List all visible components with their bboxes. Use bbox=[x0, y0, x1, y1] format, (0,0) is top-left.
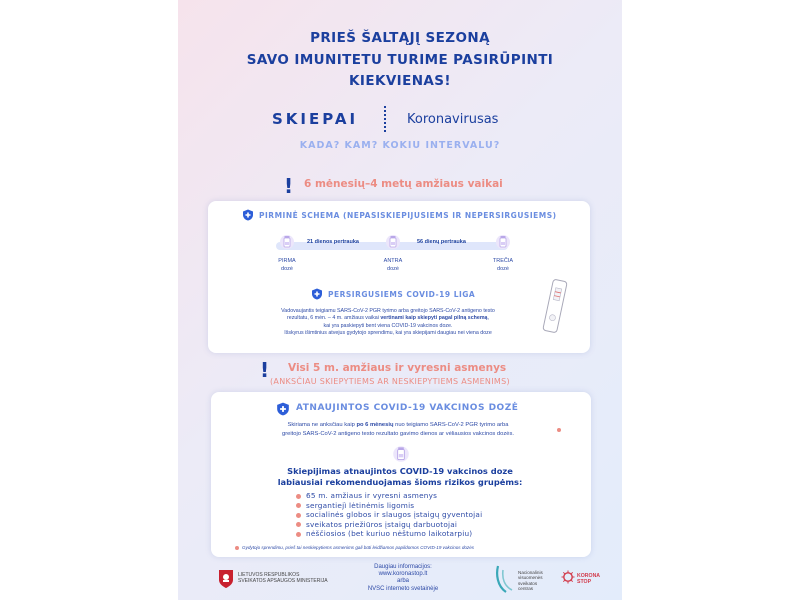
website-link[interactable]: www.koronastop.lt bbox=[378, 571, 428, 578]
bullet-dot bbox=[296, 532, 301, 537]
dose-second bbox=[373, 257, 413, 273]
booster-title: ATNAUJINTOS COVID-19 VAKCINOS DOZĖ bbox=[296, 403, 519, 413]
text-line: arba bbox=[396, 578, 409, 585]
text-line: LIETUVOS RESPUBLIKOS bbox=[238, 572, 300, 578]
nvsc-logo bbox=[494, 564, 516, 594]
dose-name: ANTRA bbox=[383, 258, 403, 264]
poster bbox=[178, 0, 622, 600]
recommend-text bbox=[178, 466, 622, 488]
shield-plus-icon bbox=[276, 402, 290, 416]
dose-sub: dozė bbox=[387, 266, 399, 272]
text-line bbox=[238, 315, 538, 322]
text-bold: vertinami kaip skiepyti pagal pilną schemą bbox=[380, 315, 488, 322]
booster-text bbox=[228, 421, 568, 438]
interval-56-days: 56 dienų pertrauka bbox=[417, 239, 466, 245]
virus-icon bbox=[561, 570, 575, 584]
covid-recovered-text bbox=[238, 308, 538, 338]
section1-title: 6 mėnesių–4 metų amžiaus vaikai bbox=[304, 178, 503, 190]
question-line: KADA? KAM? KOKIU INTERVALU? bbox=[299, 140, 501, 151]
section2-subtitle: (ANKSČIAU SKIEPYTIEMS AR NESKIEPYTIEMS ASMENIMS) bbox=[270, 377, 510, 386]
covid-recovered-title: PERSIRGUSIEMS COVID-19 LIGA bbox=[328, 290, 476, 299]
dose-first bbox=[267, 257, 307, 273]
text-line: Nacionalinis bbox=[518, 570, 543, 575]
title-line-2: SAVO IMUNITETU TURIME PASIRŪPINTI bbox=[246, 52, 554, 68]
koronavirusas-heading: Koronavirusas bbox=[407, 112, 499, 127]
dose-third bbox=[483, 257, 523, 273]
vaccine-vial-icon bbox=[393, 444, 409, 464]
text-bold: po 6 mėnesių bbox=[356, 422, 394, 428]
dotted-divider bbox=[384, 106, 386, 132]
title-line-1: PRIEŠ ŠALTĄJĮ SEZONĄ bbox=[310, 30, 490, 46]
footnote-text: Gydytojo sprendimu, prieš tai neskiepytiems asmenims gali būti leidžiamos papildomos COVID-19 vakcinos dozės bbox=[242, 545, 475, 550]
text-line: KORONA bbox=[577, 573, 601, 579]
text-line: Išskyrus išimtinius atvejus gydytojo sprendimu, kai yra skiepijami daugiau nei viena doze bbox=[284, 330, 492, 337]
vaccine-vial-icon bbox=[280, 233, 294, 251]
text-part: Skiriama ne anksčiau kaip bbox=[287, 422, 357, 428]
bullet-dot bbox=[296, 522, 301, 527]
list-item-text: nėščiosios (bet kuriuo nėštumo laikotarpiu) bbox=[306, 529, 473, 539]
test-kit-icon bbox=[540, 278, 570, 334]
text-line: greitojo SARS-CoV-2 antigeno testo rezultato gavimo dienos ar vėliausios vakcinos dozės. bbox=[282, 430, 514, 437]
text-line: Daugiau informacijos: bbox=[374, 564, 432, 570]
text-part: nuo teigiamo SARS-CoV-2 PGR tyrimo arba bbox=[393, 422, 509, 428]
koronastop-logo-text bbox=[577, 573, 600, 585]
shield-plus-icon bbox=[242, 209, 254, 221]
list-item bbox=[296, 520, 482, 530]
section2-title: Visi 5 m. amžiaus ir vyresni asmenys bbox=[288, 362, 507, 374]
exclamation-icon: ! bbox=[260, 358, 270, 382]
list-item bbox=[296, 491, 482, 501]
text-line bbox=[228, 421, 568, 430]
bullet-dot bbox=[296, 513, 301, 518]
text-line: SVEIKATOS APSAUGOS MINISTERIJA bbox=[238, 578, 328, 584]
list-item bbox=[296, 529, 482, 539]
text-line: sveikatos bbox=[518, 580, 538, 586]
ministry-logo-text bbox=[238, 572, 328, 584]
text-line: labiausiai rekomenduojamas šioms rizikos grupėms: bbox=[277, 477, 523, 487]
dose-name: TREČIA bbox=[492, 258, 514, 264]
vaccine-vial-icon bbox=[386, 233, 400, 251]
text-line: Skiepijimas atnaujintos COVID-19 vakcinos doze bbox=[287, 466, 513, 476]
text-line: Vadovaujantis teigiamu SARS-CoV-2 PGR tyrimo arba greitojo SARS-CoV-2 antigeno testo bbox=[281, 308, 495, 314]
risk-groups-list bbox=[296, 491, 482, 539]
text-part: , bbox=[487, 315, 489, 322]
list-item bbox=[296, 501, 482, 511]
text-line: visuomenės bbox=[518, 575, 543, 581]
dose-sub: dozė bbox=[497, 266, 509, 272]
vaccine-vial-icon bbox=[496, 233, 510, 251]
exclamation-icon: ! bbox=[284, 174, 294, 198]
shield-plus-icon bbox=[311, 288, 323, 300]
footnote-marker bbox=[235, 546, 239, 550]
text-part: rezultatu, 6 mėn. – 4 m. amžiaus vaikai bbox=[287, 315, 381, 322]
list-item-text: socialinės globos ir slaugos įstaigų gyventojai bbox=[306, 510, 483, 520]
bullet-dot bbox=[296, 503, 301, 508]
dose-sub: dozė bbox=[281, 266, 293, 272]
text-line: centras bbox=[518, 586, 534, 592]
list-item-text: sergantiejì lėtinėmis ligomis bbox=[306, 500, 415, 510]
text-line: kai yra paskiepyti bent viena COVID-19 vakcinos doze. bbox=[323, 322, 453, 329]
dose-name: PIRMA bbox=[278, 258, 296, 264]
list-item-text: sveikatos priežiūros įstaigų darbuotojai bbox=[306, 519, 458, 529]
coat-of-arms-logo bbox=[218, 569, 234, 589]
primary-schema-title: PIRMINĖ SCHEMA (NEPASISKIEPIJUSIEMS IR NEPERSIRGUSIEMS) bbox=[259, 211, 557, 220]
more-info bbox=[353, 564, 453, 593]
footnote-marker bbox=[557, 428, 561, 432]
text-line: STOP bbox=[577, 579, 592, 585]
interval-21-days: 21 dienos pertrauka bbox=[307, 239, 359, 245]
bullet-dot bbox=[296, 494, 301, 499]
title-line-3: KIEKVIENAS! bbox=[349, 73, 451, 89]
nvsc-logo-text bbox=[518, 570, 543, 592]
text-line: NVSC interneto svetainėje bbox=[367, 585, 439, 592]
skiepai-heading: SKIEPAI bbox=[272, 110, 359, 128]
list-item bbox=[296, 510, 482, 520]
list-item-text: 65 m. amžiaus ir vyresni asmenys bbox=[306, 491, 438, 500]
